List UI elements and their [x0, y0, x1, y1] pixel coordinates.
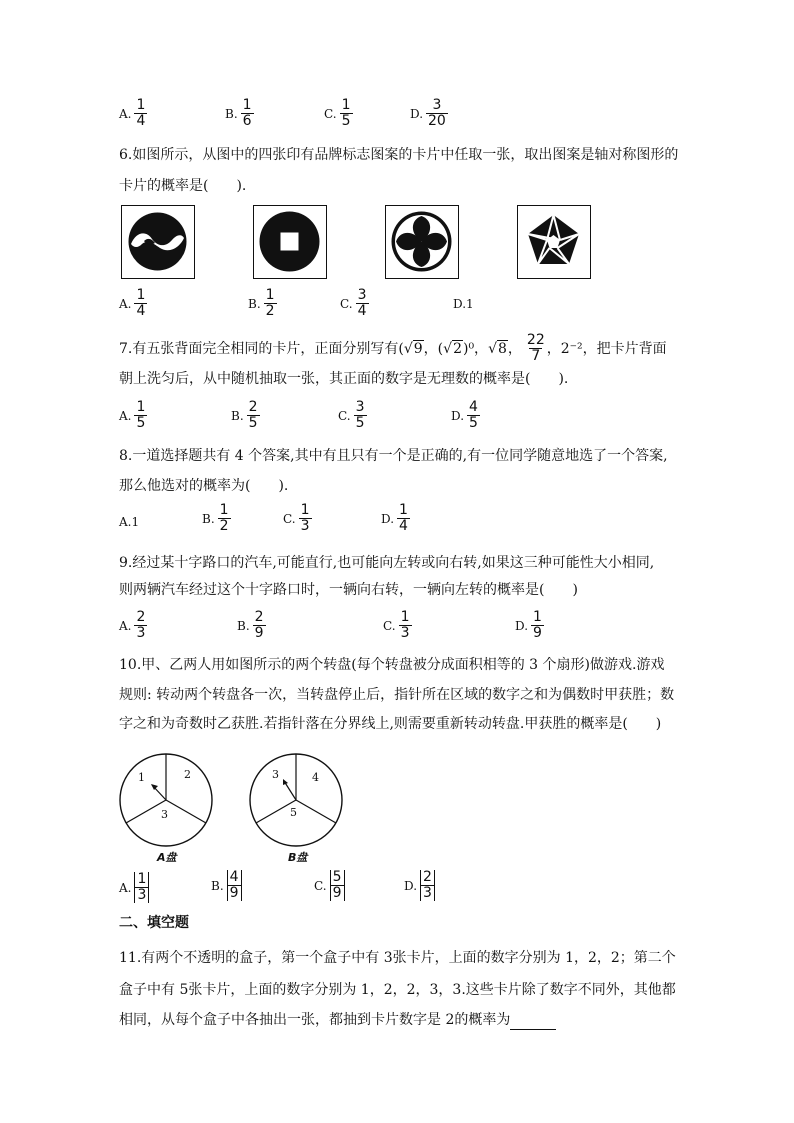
q9-text-line2: 则两辆汽车经过这个十字路口时，一辆向右转，一辆向左转的概率是( ) [119, 582, 578, 598]
fraction: $\frac{4}{5}$ [469, 399, 478, 431]
fraction: $\frac{2}{3}$ [420, 870, 435, 901]
coin-square-logo-icon [254, 206, 325, 277]
fraction: $\frac{5}{9}$ [330, 870, 345, 901]
fraction: $\frac{1}{2}$ [219, 502, 229, 534]
q6-text-line1: 6.如图所示，从图中的四张印有品牌标志图案的卡片中任取一张，取出图案是轴对称图形的 [119, 147, 679, 163]
fraction: $\frac{2}{3}$ [136, 609, 146, 641]
q10-text-line2: 规则: 转动两个转盘各一次，当转盘停止后，指针所在区域的数字之和为偶数时甲获胜；数 [119, 687, 675, 703]
fraction: $\frac{1}{6}$ [242, 97, 252, 129]
q6-option-a: A. $\frac{1}{4}$ [119, 287, 146, 319]
q6-option-d: D.1 [453, 297, 474, 311]
q9-text-line1: 9.经过某十字路口的汽车,可能直行,也可能向左转或向右转,如果这三种可能性大小相同, [119, 555, 655, 571]
logo-card-3 [385, 205, 459, 279]
q8-option-b: B. $\frac{1}{2}$ [202, 502, 229, 534]
q9-option-c: C. $\frac{1}{3}$ [383, 609, 410, 641]
fraction: $\frac{3}{5}$ [355, 399, 365, 431]
q7-text-line1: 7.有五张背面完全相同的卡片，正面分别写有( √9 ，( √2 )⁰， √8 ， $\frac{22}{7}$ ，2⁻²，把卡片背面 [119, 332, 667, 364]
fraction: $\frac{1}{9}$ [533, 609, 542, 641]
q8-text-line1: 8.一道选择题共有 4 个答案,其中有且只有一个是正确的,有一位同学随意地选了一个答案, [119, 448, 668, 464]
q7-option-a: A. $\frac{1}{5}$ [119, 399, 146, 431]
q5-option-b: B. $\frac{1}{6}$ [225, 97, 252, 129]
fraction: $\frac{1}{3}$ [400, 609, 410, 641]
q9-option-a: A. $\frac{2}{3}$ [119, 609, 146, 641]
q7-option-c: C. $\frac{3}{5}$ [338, 399, 365, 431]
q8-option-a: A.1 [119, 515, 140, 529]
logo-card-4 [517, 205, 591, 279]
spinner-a-sector-2: 2 [184, 768, 191, 781]
q9-option-b: B. $\frac{2}{9}$ [237, 609, 264, 641]
fraction: $\frac{1}{4}$ [399, 502, 408, 534]
q5-option-d: D. $\frac{3}{20}$ [410, 97, 446, 129]
q6-text-line2: 卡片的概率是( ). [119, 178, 247, 194]
spinner-b [248, 752, 344, 848]
fraction: $\frac{1}{5}$ [341, 97, 351, 129]
spinner-a-sector-1: 1 [138, 771, 145, 784]
q8-option-c: C. $\frac{1}{3}$ [283, 502, 310, 534]
q7-option-d: D. $\frac{4}{5}$ [451, 399, 478, 431]
spinner-b-caption: B盘 [288, 851, 308, 864]
fraction: $\frac{1}{4}$ [136, 97, 146, 129]
spinner-b-sector-4: 4 [312, 771, 319, 784]
logo-card-1 [121, 205, 195, 279]
q10-option-a: A. $\frac{1}{3}$ [119, 872, 149, 903]
q6-option-b: B. $\frac{1}{2}$ [248, 287, 275, 319]
q5-option-c: C. $\frac{1}{5}$ [324, 97, 351, 129]
q6-option-c: C. $\frac{3}{4}$ [340, 287, 367, 319]
fraction: $\frac{22}{7}$ [526, 332, 545, 364]
fraction: $\frac{1}{3}$ [300, 502, 310, 534]
fraction: $\frac{2}{9}$ [254, 609, 264, 641]
spinner-a-caption: A盘 [157, 851, 177, 864]
q11-text-line1: 11.有两个不透明的盒子，第一个盒子中有 3张卡片，上面的数字分别为 1，2，2；第二个 [119, 950, 676, 966]
q8-text-line2: 那么他选对的概率为( ). [119, 478, 289, 494]
fraction: $\frac{3}{4}$ [357, 287, 367, 319]
q7-text-line2: 朝上洗匀后，从中随机抽取一张，其正面的数字是无理数的概率是( ). [119, 371, 569, 387]
q11-text-line2: 盒子中有 5张卡片，上面的数字分别为 1，2，2，3，3.这些卡片除了数字不同外，其他都 [119, 982, 676, 998]
four-petal-logo-icon [386, 206, 457, 277]
fraction: $\frac{1}{3}$ [134, 872, 149, 903]
swirl-logo-icon [122, 206, 193, 277]
q7-option-b: B. $\frac{2}{5}$ [231, 399, 258, 431]
spinner-a-sector-3: 3 [161, 808, 168, 821]
q10-text-line1: 10.甲、乙两人用如图所示的两个转盘(每个转盘被分成面积相等的 3 个扇形)做游戏.游戏 [119, 657, 665, 673]
fraction: $\frac{3}{20}$ [428, 97, 446, 129]
sqrt: √9 [403, 340, 423, 357]
answer-blank[interactable] [510, 1015, 556, 1030]
sqrt: √2 [443, 340, 462, 357]
q8-option-d: D. $\frac{1}{4}$ [381, 502, 408, 534]
fraction: $\frac{2}{5}$ [248, 399, 258, 431]
q10-text-line3: 字之和为奇数时乙获胜.若指针落在分界线上,则需要重新转动转盘.甲获胜的概率是( ) [119, 716, 662, 732]
section-heading-fill-in: 二、填空题 [119, 915, 189, 931]
spinner-b-sector-5: 5 [290, 806, 297, 819]
q10-option-c: C. $\frac{5}{9}$ [314, 870, 345, 901]
q10-option-b: B. $\frac{4}{9}$ [211, 870, 242, 901]
spinner-a [118, 752, 214, 848]
fraction: $\frac{4}{9}$ [227, 870, 242, 901]
q10-option-d: D. $\frac{2}{3}$ [404, 870, 435, 901]
fraction: $\frac{1}{2}$ [265, 287, 275, 319]
q9-option-d: D. $\frac{1}{9}$ [515, 609, 542, 641]
pentagon-logo-icon [518, 206, 589, 277]
fraction: $\frac{1}{4}$ [136, 287, 146, 319]
logo-card-2 [253, 205, 327, 279]
sqrt: √8 [488, 340, 507, 357]
spinner-b-sector-3: 3 [272, 768, 279, 781]
fraction: $\frac{1}{5}$ [136, 399, 146, 431]
q11-text-line3: 相同，从每个盒子中各抽出一张，都抽到卡片数字是 2的概率为 [119, 1010, 556, 1030]
q5-option-a: A. $\frac{1}{4}$ [119, 97, 146, 129]
